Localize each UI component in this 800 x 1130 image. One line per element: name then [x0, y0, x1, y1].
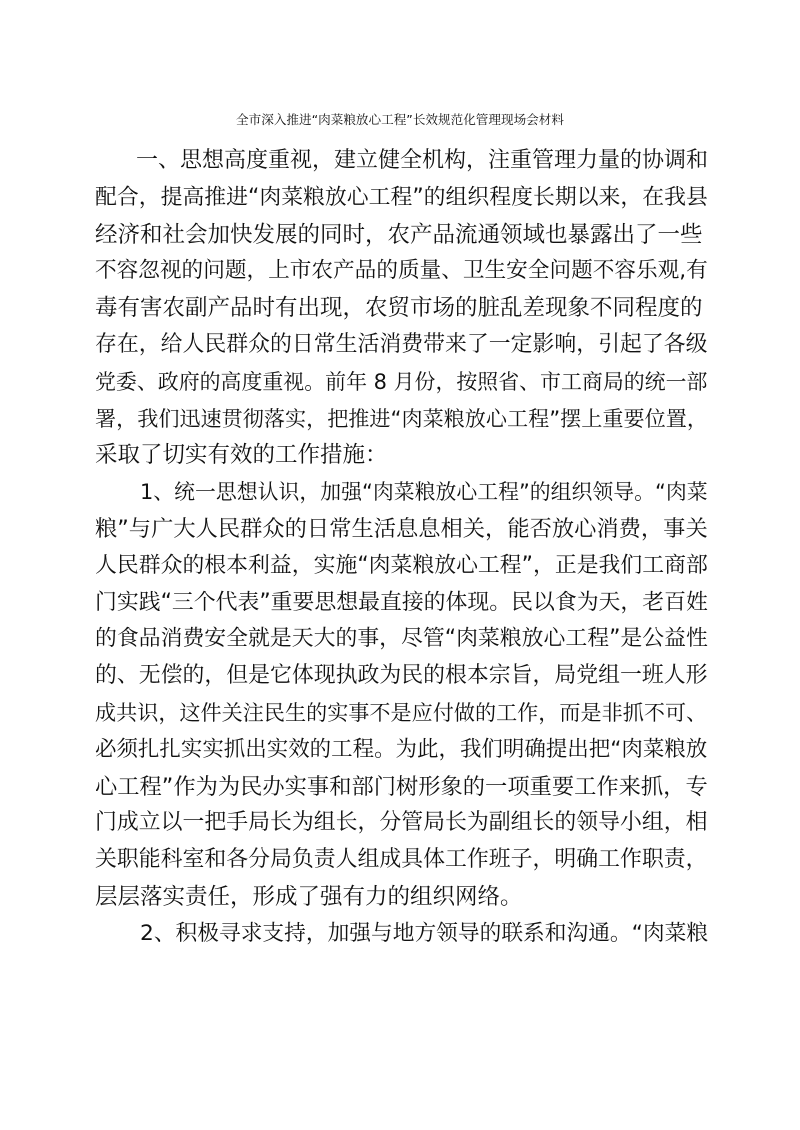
paragraph-line: 的、无偿的，但是它体现执政为民的根本宗旨，局党组一班人形: [95, 663, 708, 689]
paragraph-line: 配合，提高推进“肉菜粮放心工程”的组织程度长期以来，在我县: [95, 184, 708, 210]
paragraph-line: 层层落实责任，形成了强有力的组织网络。: [95, 884, 523, 910]
paragraph-line: 人民群众的根本利益，实施“肉菜粮放心工程”，正是我们工商部: [95, 552, 708, 578]
paragraph-line: 经济和社会加快发展的同时，农产品流通领域也暴露出了一些: [95, 221, 703, 248]
document-title: 全市深入推进“肉菜粮放心工程”长效规范化管理现场会材料: [236, 112, 564, 127]
paragraph-line: 心工程”作为为民办实事和部门树形象的一项重要工作来抓，专: [95, 773, 708, 800]
paragraph-line: 关职能科室和各分局负责人组成具体工作班子，明确工作职责，: [95, 847, 708, 873]
paragraph-line: 存在，给人民群众的日常生活消费带来了一定影响，引起了各级: [95, 332, 708, 357]
paragraph-line: 门实践“三个代表”重要思想最直接的体现。民以食为天，老百姓: [95, 589, 708, 615]
paragraph-line: 毒有害农副产品时有出现，农贸市场的脏乱差现象不同程度的: [95, 295, 703, 322]
paragraph-line: 2、积极寻求支持，加强与地方领导的联系和沟通。“肉菜粮: [140, 920, 709, 946]
paragraph-line: 1、统一思想认识，加强“肉菜粮放心工程”的组织领导。“肉菜: [140, 480, 708, 505]
paragraph-line: 门成立以一把手局长为组长，分管局长为副组长的领导小组，相: [95, 810, 708, 836]
paragraph-line: 一、思想高度重视，建立健全机构，注重管理力量的协调和: [136, 148, 709, 173]
paragraph-line: 不容忽视的问题，上市农产品的质量、卫生安全问题不容乐观,有: [95, 258, 708, 284]
paragraph-line: 必须扎扎实实抓出实效的工程。为此，我们明确提出把“肉菜粮放: [95, 736, 708, 762]
paragraph-line: 署，我们迅速贯彻落实，把推进“肉菜粮放心工程”摆上重要位置，: [95, 405, 708, 431]
paragraph-line: 党委、政府的高度重视。前年 8 月份，按照省、市工商局的统一部: [95, 369, 708, 394]
paragraph-line: 采取了切实有效的工作措施：: [95, 442, 388, 469]
paragraph-line: 成共识，这件关注民生的实事不是应付做的工作，而是非抓不可、: [95, 700, 708, 725]
paragraph-line: 粮”与广大人民群众的日常生活息息相关，能否放心消费，事关: [95, 516, 708, 542]
paragraph-line: 的食品消费安全就是天大的事，尽管“肉菜粮放心工程”是公益性: [95, 626, 708, 652]
